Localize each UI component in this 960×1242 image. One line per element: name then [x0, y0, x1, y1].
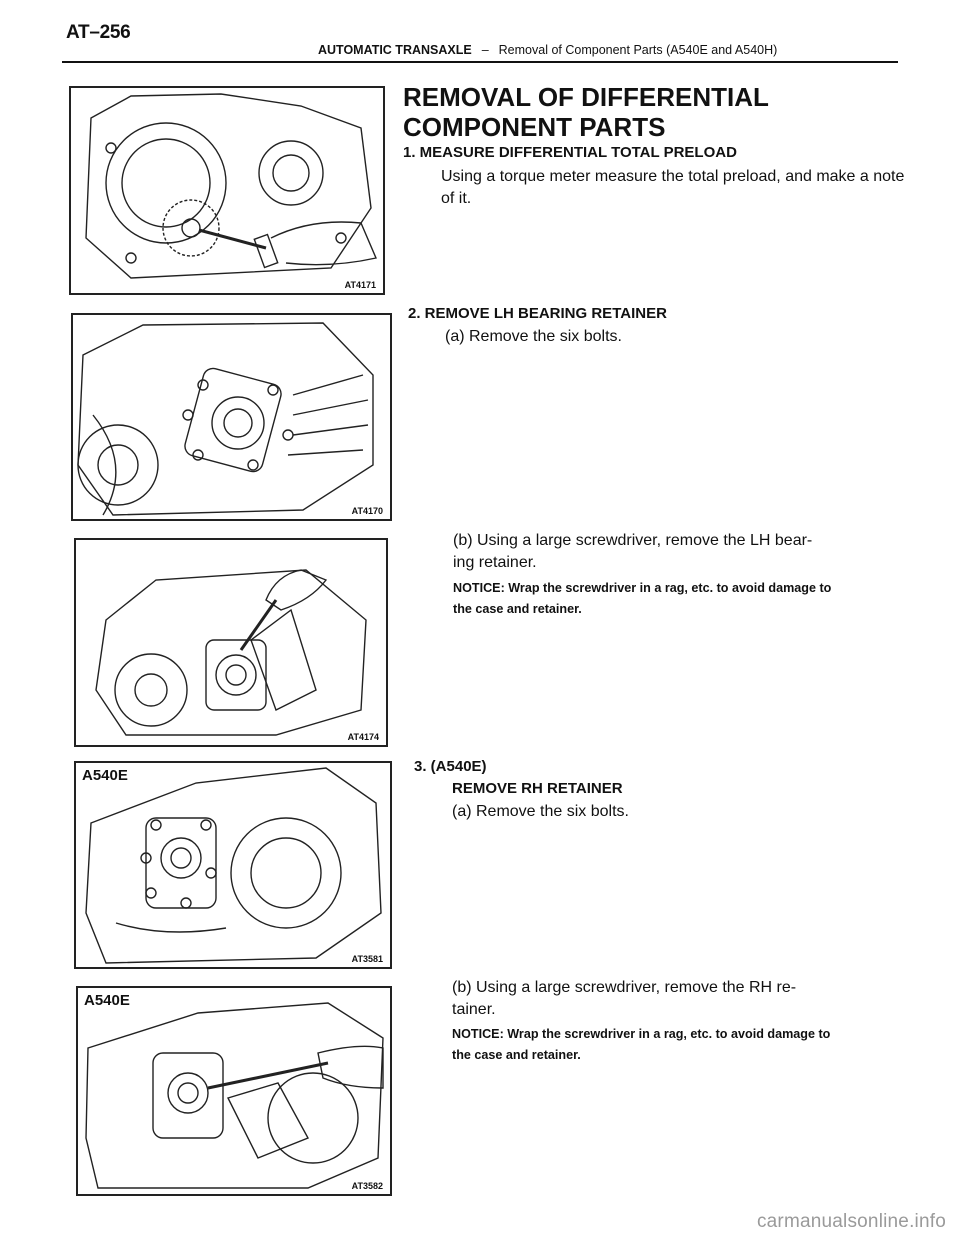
- figure-model-badge: A540E: [84, 992, 130, 1009]
- page-number: AT–256: [66, 22, 131, 43]
- header-separator: –: [481, 43, 489, 57]
- figure-model-badge: A540E: [82, 767, 128, 784]
- step-2a-text: (a) Remove the six bolts.: [445, 328, 622, 345]
- figure-torque-meter: [69, 86, 385, 295]
- step-3-heading-line1: 3. (A540E): [414, 758, 487, 775]
- step-3b-text: (b) Using a large screwdriver, remove the RH re- tainer.: [452, 979, 797, 1018]
- figure-rh-retainer-screwdriver-drawing: [78, 988, 390, 1194]
- header-rule: [62, 61, 898, 63]
- step-3a-text: (a) Remove the six bolts.: [452, 803, 629, 820]
- page-title: REMOVAL OF DIFFERENTIAL COMPONENT PARTS: [403, 82, 769, 142]
- subsection-name: Removal of Component Parts (A540E and A540H): [498, 43, 778, 57]
- figure-lh-retainer-bolts: [71, 313, 392, 521]
- step-1-text: Using a torque meter measure the total preload, and make a note of it.: [441, 168, 905, 207]
- figure-code: AT4171: [344, 280, 376, 290]
- figure-torque-meter-drawing: [71, 88, 383, 293]
- step-3-heading-line2: REMOVE RH RETAINER: [452, 780, 623, 797]
- step-3-notice: NOTICE: Wrap the screwdriver in a rag, etc. to avoid damage to the case and retainer.: [452, 1027, 831, 1062]
- figure-lh-retainer-screwdriver: [74, 538, 388, 747]
- step-2-notice: NOTICE: Wrap the screwdriver in a rag, etc. to avoid damage to the case and retainer.: [453, 581, 832, 616]
- figure-rh-retainer-bolts: [74, 761, 392, 969]
- step-1-heading: 1. MEASURE DIFFERENTIAL TOTAL PRELOAD: [403, 144, 737, 161]
- footer-watermark: carmanualsonline.info: [756, 1211, 946, 1232]
- running-header: [318, 43, 777, 57]
- section-name: AUTOMATIC TRANSAXLE: [318, 43, 472, 57]
- figure-code: AT3581: [351, 954, 383, 964]
- figure-lh-retainer-bolts-drawing: [73, 315, 390, 519]
- figure-lh-retainer-screwdriver-drawing: [76, 540, 386, 745]
- figure-code: AT4170: [351, 506, 383, 516]
- figure-rh-retainer-bolts-drawing: [76, 763, 390, 967]
- step-2-heading: 2. REMOVE LH BEARING RETAINER: [408, 305, 667, 322]
- figure-code: AT4174: [347, 732, 379, 742]
- step-2b-text: (b) Using a large screwdriver, remove the LH bear- ing retainer.: [453, 532, 813, 571]
- figure-rh-retainer-screwdriver: [76, 986, 392, 1196]
- figure-code: AT3582: [351, 1181, 383, 1191]
